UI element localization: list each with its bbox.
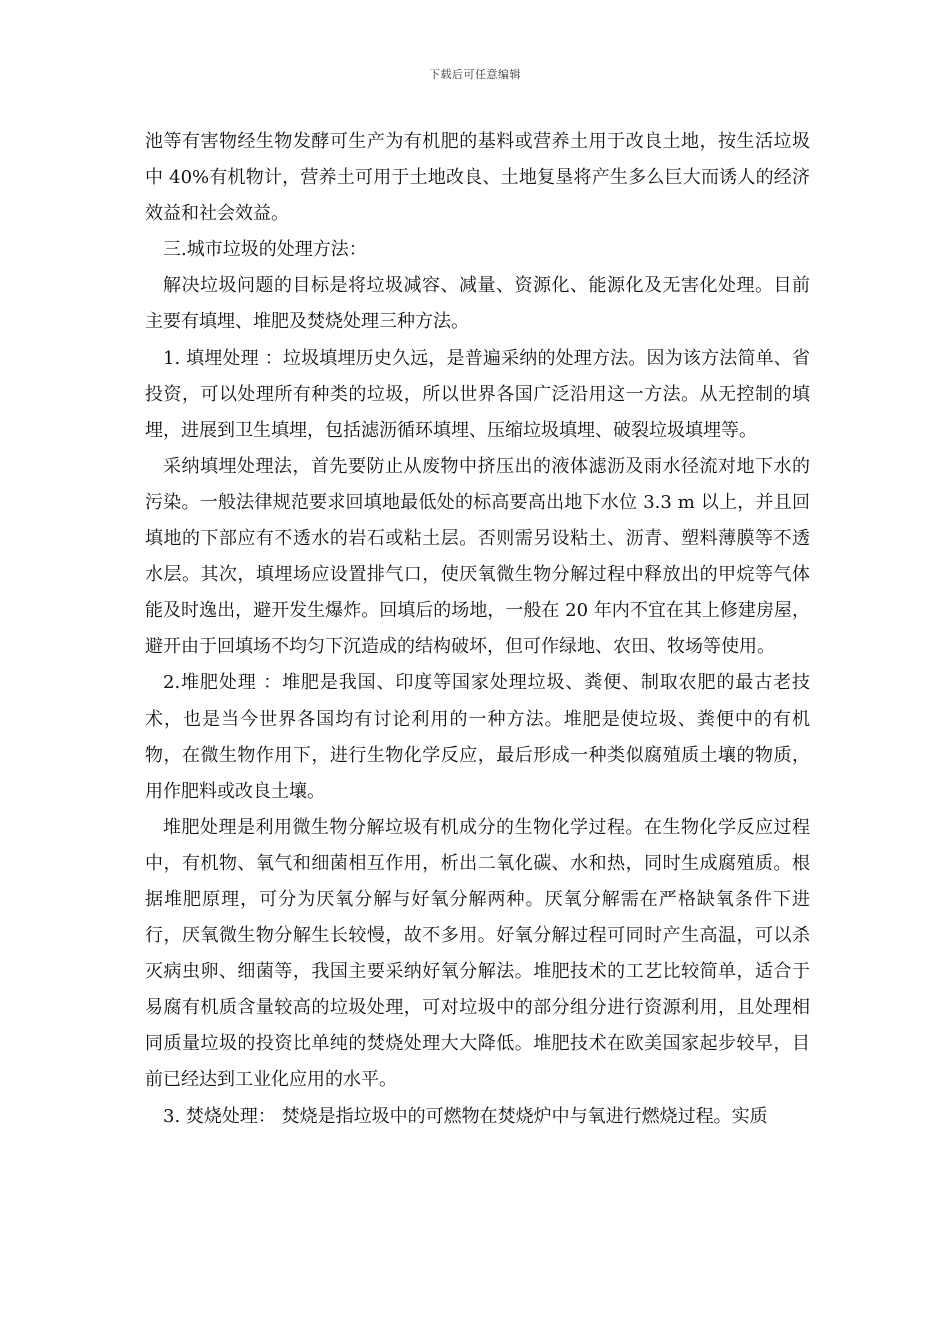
paragraph-incineration: 3. 焚烧处理： 焚烧是指垃圾中的可燃物在焚烧炉中与氧进行燃烧过程。实质 — [163, 1105, 768, 1127]
paragraph-landfill-details: 采纳填埋处理法，首先要防止从废物中挤压出的液体滤沥及雨水径流对地下水的污染。一般法律规范要求回填地最低处的标高要高出地下水位 3.3 m 以上，并且回填地的下部应有不透水的岩石或粘土层。否则需另设粘土、沥青、塑料薄膜等不透水层。其次，填埋场应设置排气口，使厌氧微生物分解过程中释放出的甲烷等气体能及时逸出，避开发生爆炸。回填后的场地，一般在 20 年内不宜在其上修建房屋，避开由于回填场不均匀下沉造成的结构破坏，但可作绿地、农田、牧场等使用。 — [145, 455, 810, 658]
page-header: 下载后可任意编辑 — [429, 68, 521, 81]
paragraph-landfill: 1. 填埋处理 ：垃圾填埋历史久远，是普遍采纳的处理方法。因为该方法简单、省投资，可以处理所有种类的垃圾，所以世界各国广泛沿用这一方法。从无控制的填埋，进展到卫生填埋，包括滤沥循环填埋、压缩垃圾填埋、破裂垃圾填埋等。 — [145, 347, 810, 441]
paragraph-composting: 2.堆肥处理 ：堆肥是我国、印度等国家处理垃圾、粪便、制取农肥的最古老技术，也是当今世界各国均有讨论利用的一种方法。堆肥是使垃圾、粪便中的有机物，在微生物作用下，进行生物化学反应，最后形成一种类似腐殖质土壤的物质，用作肥料或改良土壤。 — [145, 672, 810, 802]
paragraph-continuation: 池等有害物经生物发酵可生产为有机肥的基料或营养土用于改良土地，按生活垃圾中 40%有机物计，营养土可用于土地改良、土地复垦将产生多么巨大而诱人的经济效益和社会效益。 — [145, 131, 810, 225]
section-heading-treatment-methods: 三.城市垃圾的处理方法： — [163, 239, 367, 261]
paragraph-composting-details: 堆肥处理是利用微生物分解垃圾有机成分的生物化学过程。在生物化学反应过程中，有机物、氧气和细菌相互作用，析出二氧化碳、水和热，同时生成腐殖质。根据堆肥原理，可分为厌氧分解与好氧分解两种。厌氧分解需在严格缺氧条件下进行，厌氧微生物分解生长较慢，故不多用。好氧分解过程可同时产生高温，可以杀灭病虫卵、细菌等，我国主要采纳好氧分解法。堆肥技术的工艺比较简单，适合于易腐有机质含量较高的垃圾处理，可对垃圾中的部分组分进行资源利用，且处理相同质量垃圾的投资比单纯的焚烧处理大大降低。堆肥技术在欧美国家起步较早，目前已经达到工业化应用的水平。 — [145, 816, 810, 1091]
paragraph-goals: 解决垃圾问题的目标是将垃圾减容、减量、资源化、能源化及无害化处理。目前主要有填埋、堆肥及焚烧处理三种方法。 — [145, 275, 810, 333]
document-body — [145, 124, 810, 1135]
